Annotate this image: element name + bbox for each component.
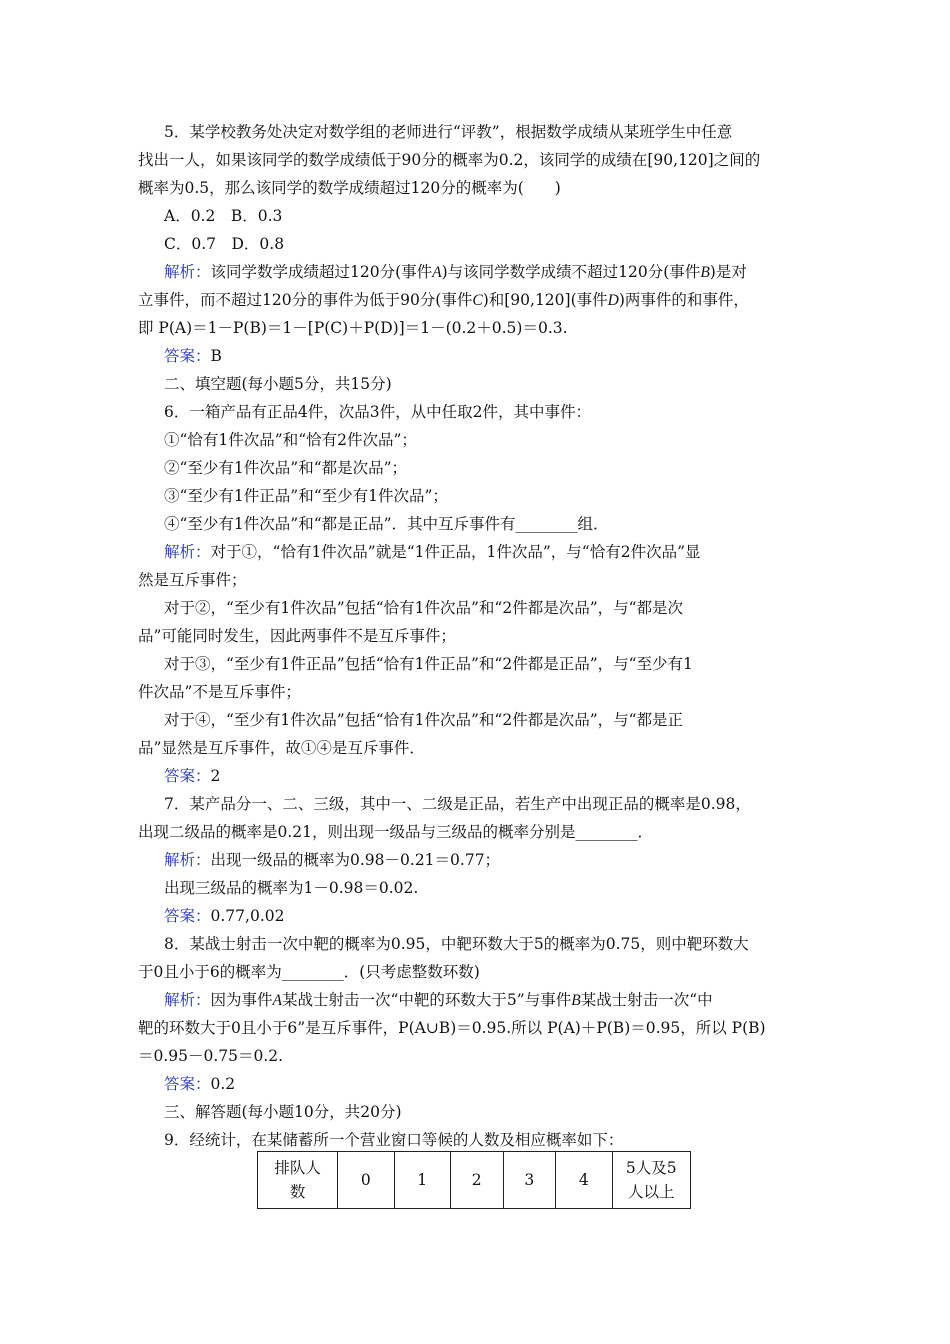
text: 某战士射击一次“中靶的环数大于5”与事件	[282, 991, 572, 1009]
text: )和[90,120](事件	[482, 291, 608, 309]
text: 立事件，而不超过120分的事件为低于90分(事件	[138, 291, 473, 309]
q5-line-3: 概率为0.5，那么该同学的数学成绩超过120分的概率为( )	[138, 179, 561, 197]
q6-analysis-line-2: 然是互斥事件；	[138, 571, 247, 589]
q6-analysis-line-3: 对于②，“至少有1件次品”包括“恰有1件次品”和“2件都是次品”，与“都是次	[164, 599, 684, 617]
q5-analysis-line-1	[164, 262, 818, 283]
q5-analysis-line-3: 即 P(A)＝1－P(B)＝1－[P(C)＋P(D)]＝1－(0.2＋0.5)＝0.3.	[138, 319, 568, 337]
var: B	[571, 992, 581, 1009]
text: )与该同学数学成绩不超过120分(事件	[441, 263, 701, 281]
analysis-label: 解析：	[164, 543, 211, 561]
table-cell: 0	[338, 1152, 394, 1209]
q5-options-ab: A．0.2 B．0.3	[164, 207, 283, 225]
q7-line-2: 出现二级品的概率是0.21，则出现一级品与三级品的概率分别是________．	[138, 823, 654, 841]
table-header-cell	[258, 1152, 338, 1209]
q6-line-1: 6．一箱产品有正品4件，次品3件，从中任取2件，其中事件：	[164, 403, 591, 421]
q6-analysis-line-5: 对于③，“至少有1件正品”包括“恰有1件正品”和“2件都是正品”，与“至少有1	[164, 655, 693, 673]
answer-value: 2	[210, 767, 221, 785]
q6-analysis-line-4: 品”可能同时发生，因此两事件不是互斥事件；	[138, 627, 456, 645]
text: 某战士射击一次“中	[580, 991, 713, 1009]
q6-analysis-line-1	[164, 542, 818, 562]
table-cell: 4	[556, 1152, 612, 1209]
q8-line-2: 于0且小于6的概率为________．(只考虑整数环数)	[138, 963, 480, 981]
text: 对于①，“恰有1件次品”就是“1件正品，1件次品”，与“恰有2件次品”显	[210, 543, 701, 561]
section-3-heading: 三、解答题(每小题10分，共20分)	[164, 1103, 402, 1121]
text: )是对	[709, 263, 747, 281]
queue-probability-table	[257, 1151, 691, 1209]
q8-analysis-line-3: ＝0.95－0.75＝0.2.	[138, 1047, 284, 1065]
answer-label: 答案：	[164, 767, 211, 785]
text: 因为事件	[210, 991, 273, 1009]
answer-value: 0.2	[210, 1075, 236, 1093]
q7-answer	[164, 906, 818, 926]
analysis-label: 解析：	[164, 263, 211, 281]
q6-analysis-line-6: 件次品”不是互斥事件；	[138, 683, 301, 701]
q6-item-2: ②“至少有1件次品”和“都是次品”；	[164, 459, 408, 477]
answer-value: B	[210, 347, 222, 365]
q5-answer	[164, 346, 818, 366]
table-cell	[612, 1152, 690, 1209]
q8-analysis-line-1	[164, 990, 818, 1011]
q5-line-2: 找出一人，如果该同学的数学成绩低于90分的概率为0.2，该同学的成绩在[90,120]之间的	[138, 151, 761, 169]
answer-label: 答案：	[164, 907, 211, 925]
q7-analysis-line-1	[164, 850, 818, 870]
table-row	[258, 1152, 691, 1209]
var: A	[432, 264, 442, 281]
var: B	[700, 264, 710, 281]
q5-line-1: 5．某学校教务处决定对数学组的老师进行“评教”，根据数学成绩从某班学生中任意	[164, 123, 733, 141]
table-cell: 1	[394, 1152, 450, 1209]
cell-text: 排队人	[274, 1159, 321, 1177]
q6-analysis-line-7: 对于④，“至少有1件次品”包括“恰有1件次品”和“2件都是次品”，与“都是正	[164, 711, 684, 729]
q6-item-4: ④“至少有1件次品”和“都是正品”．其中互斥事件有________组．	[164, 515, 609, 533]
cell-text: 人以上	[628, 1183, 675, 1201]
text: )两事件的和事件，	[618, 291, 749, 309]
q6-analysis-line-8: 品”显然是互斥事件，故①④是互斥事件．	[138, 739, 425, 757]
text: 该同学数学成绩超过120分(事件	[210, 263, 433, 281]
answer-value: 0.77,0.02	[210, 907, 285, 925]
q5-analysis-line-2	[138, 290, 818, 311]
q8-answer	[164, 1074, 818, 1094]
q6-item-3: ③“至少有1件正品”和“至少有1件次品”；	[164, 487, 448, 505]
q6-answer	[164, 766, 818, 786]
table-cell: 2	[450, 1152, 503, 1209]
section-2-heading: 二、填空题(每小题5分，共15分)	[164, 375, 392, 393]
cell-text: 数	[289, 1183, 306, 1201]
q9-line-1: 9．经统计，在某储蓄所一个营业窗口等候的人数及相应概率如下：	[164, 1131, 624, 1149]
q7-line-1: 7．某产品分一、二、三级，其中一、二级是正品，若生产中出现正品的概率是0.98，	[164, 795, 751, 813]
cell-text: 5人及5	[625, 1159, 677, 1177]
table-cell: 3	[503, 1152, 556, 1209]
analysis-label: 解析：	[164, 991, 211, 1009]
var: D	[607, 292, 619, 309]
q7-analysis-line-2: 出现三级品的概率为1－0.98＝0.02.	[164, 879, 419, 897]
var: A	[272, 992, 282, 1009]
q6-item-1: ①“恰有1件次品”和“恰有2件次品”；	[164, 431, 417, 449]
analysis-label: 解析：	[164, 851, 211, 869]
q8-analysis-line-2: 靶的环数大于0且小于6”是互斥事件，P(A∪B)＝0.95.所以 P(A)＋P(B)＝0.95，所以 P(B)	[138, 1019, 766, 1037]
text: 出现一级品的概率为0.98－0.21＝0.77；	[210, 851, 501, 869]
q8-line-1: 8．某战士射击一次中靶的概率为0.95，中靶环数大于5的概率为0.75，则中靶环数大	[164, 935, 749, 953]
answer-label: 答案：	[164, 347, 211, 365]
q5-options-cd: C．0.7 D．0.8	[164, 235, 285, 253]
answer-label: 答案：	[164, 1075, 211, 1093]
var: C	[472, 292, 483, 309]
